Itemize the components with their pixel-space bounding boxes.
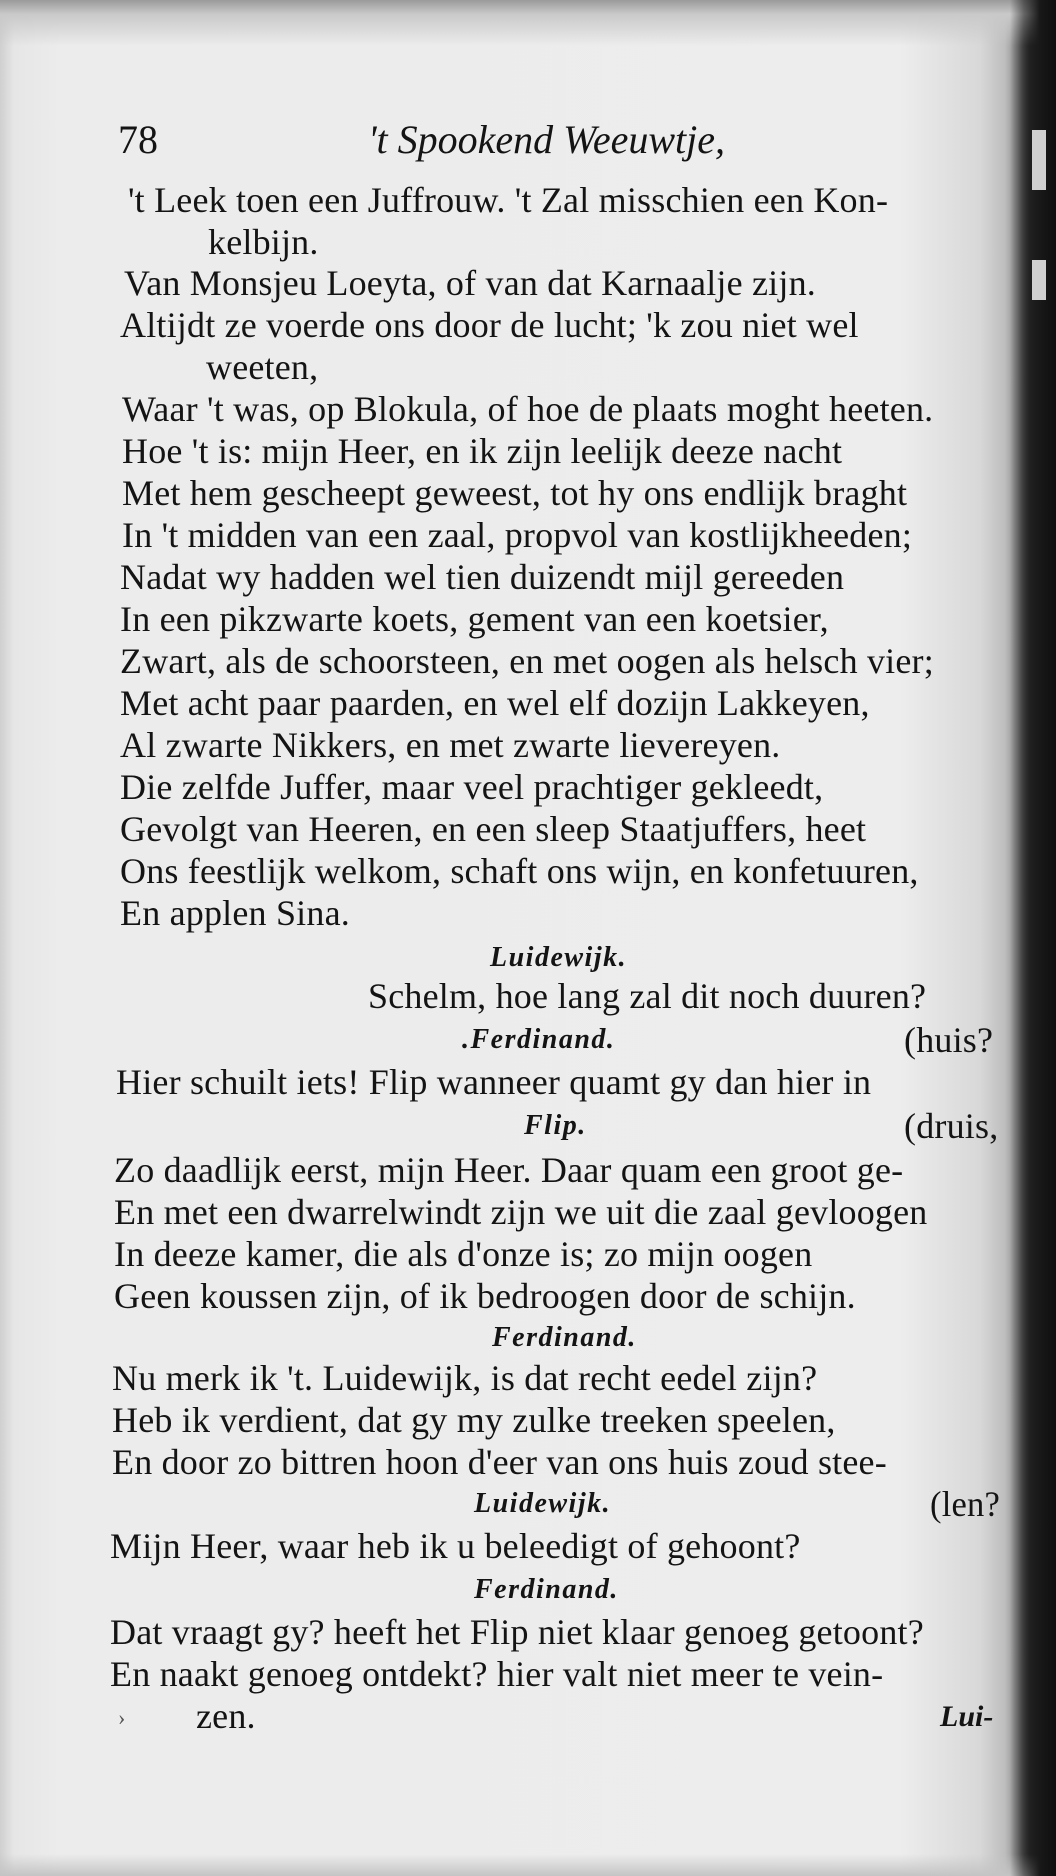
verse-line: Waar 't was, op Blokula, of hoe de plaats moght heeten. [122,389,934,429]
verse-line: Schelm, hoe lang zal dit noch duuren? [368,976,927,1016]
verse-line: Geen koussen zijn, of ik bedroogen door de schijn. [114,1276,856,1316]
verse-line: Hier schuilt iets! Flip wanneer quamt gy dan hier in [116,1062,872,1102]
verse-line: Met acht paar paarden, en wel elf dozijn Lakkeyen, [120,683,870,723]
speaker-name: Luidewijk. [490,942,628,973]
verse-line: In een pikzwarte koets, gement van een koetsier, [120,599,829,639]
speaker-name: Flip. [524,1110,587,1141]
verse-line: En door zo bittren hoon d'eer van ons huis zoud stee- [112,1442,887,1482]
verse-line: Dat vraagt gy? heeft het Flip niet klaar genoeg getoont? [110,1612,924,1652]
verse-line: Nadat wy hadden wel tien duizendt mijl gereeden [120,557,845,597]
running-title: 't Spookend Weeuwtje, [368,117,725,162]
verse-line: Zo daadlijk eerst, mijn Heer. Daar quam een groot ge- [114,1150,904,1190]
verse-line: Die zelfde Juffer, maar veel prachtiger gekleedt, [120,767,824,807]
verse-line: zen. [196,1696,256,1736]
verse-line: Van Monsjeu Loeyta, of van dat Karnaalje zijn. [124,263,816,303]
verse-line: weeten, [206,347,319,387]
speaker-name: .Ferdinand. [462,1024,616,1055]
verse-line: En met een dwarrelwindt zijn we uit die zaal gevloogen [114,1192,928,1232]
verse-line: 't Leek toen een Juffrouw. 't Zal misschien een Kon- [128,180,889,220]
verse-line: En applen Sina. [120,893,350,933]
catchword: Lui- [940,1700,994,1733]
verse-line: Ons feestlijk welkom, schaft ons wijn, en konfetuuren, [120,851,919,891]
verse-line: In 't midden van een zaal, propvol van kostlijkheeden; [122,515,913,555]
verse-line: Nu merk ik 't. Luidewijk, is dat recht eedel zijn? [112,1358,818,1398]
speaker-name: Ferdinand. [474,1574,619,1605]
verse-line: In deeze kamer, die als d'onze is; zo mijn oogen [114,1234,813,1274]
verse-line: Gevolgt van Heeren, en een sleep Staatjuffers, heet [120,809,867,849]
margin-mark: › [118,1705,126,1730]
speaker-name: Luidewijk. [474,1488,612,1519]
page-number: 78 [118,117,158,162]
verse-line: kelbijn. [208,222,319,262]
verse-line: Altijdt ze voerde ons door de lucht; 'k zou niet wel [120,305,859,345]
verse-line: En naakt genoeg ontdekt? hier valt niet meer te vein- [110,1654,884,1694]
turnover-fragment: (len? [930,1484,1000,1524]
verse-line: Al zwarte Nikkers, en met zwarte lievereyen. [120,725,781,765]
turnover-fragment: (druis, [904,1106,999,1146]
verse-line: Zwart, als de schoorsteen, en met oogen als helsch vier; [120,641,934,681]
turnover-fragment: (huis? [904,1020,994,1060]
verse-line: Met hem gescheept geweest, tot hy ons endlijk braght [122,473,908,513]
verse-line: Mijn Heer, waar heb ik u beleedigt of gehoont? [110,1526,801,1566]
verse-line: Hoe 't is: mijn Heer, en ik zijn leelijk deeze nacht [122,431,843,471]
speaker-name: Ferdinand. [492,1322,637,1353]
verse-line: Heb ik verdient, dat gy my zulke treeken speelen, [112,1400,836,1440]
